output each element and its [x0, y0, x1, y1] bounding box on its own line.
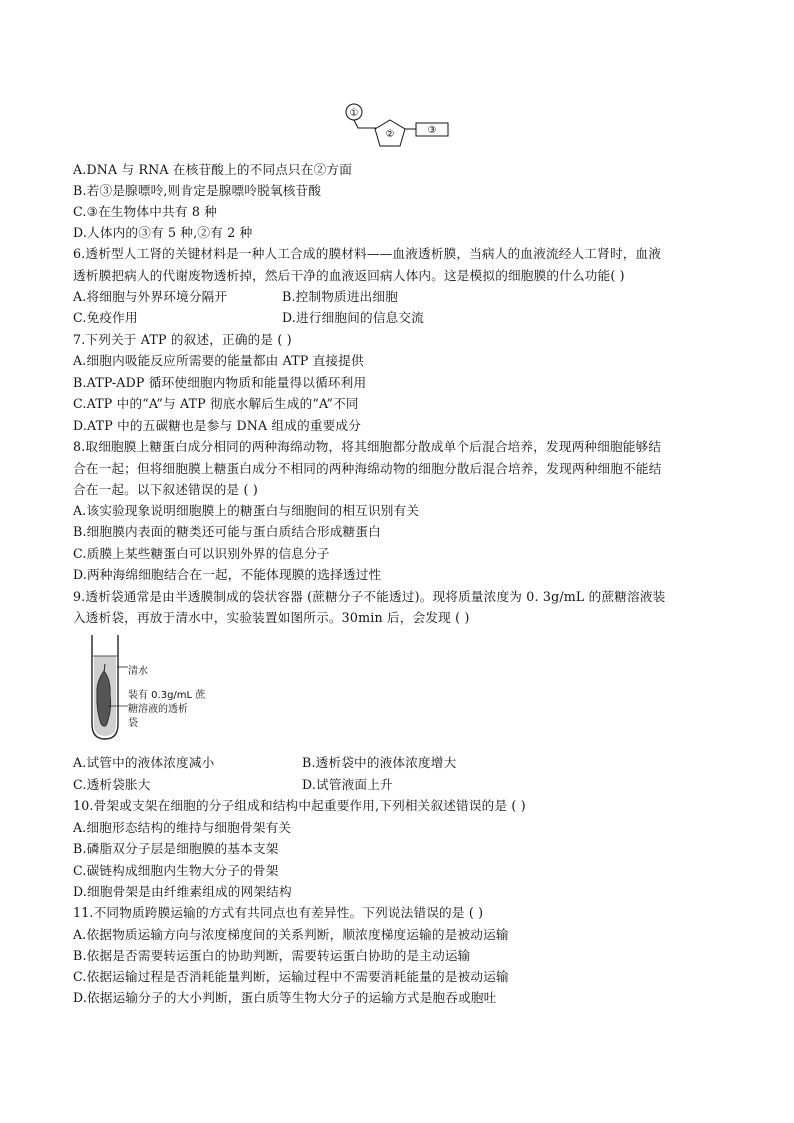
q11-stem: 11.不同物质跨膜运输的方式有共同点也有差异性。下列说法错误的是 ( ) — [73, 905, 484, 920]
q9-stem-line-1: 9.透析袋通常是由半透膜制成的袋状容器 (蔗糖分子不能透过)。现将质量浓度为 0. 3g/mL 的蔗糖溶液装 — [73, 589, 666, 604]
q9-option-a: A.试管中的液体浓度减小 — [73, 755, 215, 770]
base-label: ③ — [427, 125, 437, 136]
q11-option-c: C.依据运输过程是否消耗能量判断，运输过程中不需要消耗能量的是被动运输 — [73, 969, 509, 984]
q7-option-b: B.ATP-ADP 循环使细胞内物质和能量得以循环利用 — [73, 375, 367, 390]
bag-label-line-1: 装有 0.3g/mL 蔗 — [128, 690, 206, 701]
q11-option-a: A.依据物质运输方向与浓度梯度间的关系判断，顺浓度梯度运输的是被动运输 — [73, 927, 509, 942]
phosphate-label: ① — [349, 108, 359, 119]
bag-label-line-3: 袋 — [128, 718, 138, 729]
q9-stem-line-2: 入透析袋，再放于清水中，实验装置如图所示。30min 后，会发现 ( ) — [73, 610, 470, 625]
q8-option-d: D.两种海绵细胞结合在一起，不能体现膜的选择透过性 — [73, 567, 382, 582]
q5-option-b: B.若③是腺嘌呤,则肯定是腺嘌呤脱氧核苷酸 — [73, 183, 322, 198]
q5-option-c: C.③在生物体中共有 8 种 — [73, 204, 218, 219]
q6-stem-line-1: 6.透析型人工肾的关键材料是一种人工合成的膜材料——血液透析膜，当病人的血液流经人工肾时，血液 — [73, 246, 662, 261]
q9-option-d: D.试管液面上升 — [302, 777, 393, 792]
dialysis-bag — [97, 671, 111, 726]
sugar-label: ② — [385, 129, 395, 140]
q10-option-c: C.碳链构成细胞内生物大分子的骨架 — [73, 863, 279, 878]
q8-stem-line-3: 合在一起。以下叙述错误的是 ( ) — [73, 482, 258, 497]
q8-option-a: A.该实验现象说明细胞膜上的糖蛋白与细胞间的相互识别有关 — [73, 503, 420, 518]
q7-option-c: C.ATP 中的“A”与 ATP 彻底水解后生成的“A”不同 — [73, 396, 359, 411]
q6-option-a: A.将细胞与外界环境分隔开 — [73, 289, 228, 304]
q5-option-d: D.人体内的③有 5 种,②有 2 种 — [73, 225, 253, 240]
clear-water-label: 清水 — [128, 666, 148, 677]
q6-option-d: D.进行细胞间的信息交流 — [282, 310, 424, 325]
q6-option-c: C.免疫作用 — [73, 310, 138, 325]
q10-option-a: A.细胞形态结构的维持与细胞骨架有关 — [73, 820, 292, 835]
dialysis-bag-figure — [84, 634, 214, 742]
q6-option-b: B.控制物质进出细胞 — [282, 289, 399, 304]
test-tube-drawing — [84, 634, 132, 742]
q8-stem-line-1: 8.取细胞膜上糖蛋白成分相同的两种海绵动物，将其细胞都分散成单个后混合培养，发现两种细胞能够结 — [73, 439, 662, 454]
q9-option-c: C.透析袋胀大 — [73, 777, 151, 792]
q8-option-b: B.细胞膜内表面的糖类还可能与蛋白质结合形成糖蛋白 — [73, 524, 381, 539]
q10-option-b: B.磷脂双分子层是细胞膜的基本支架 — [73, 841, 279, 856]
q8-option-c: C.质膜上某些糖蛋白可以识别外界的信息分子 — [73, 546, 330, 561]
q11-option-b: B.依据是否需要转运蛋白的协助判断，需要转运蛋白协助的是主动运输 — [73, 948, 471, 963]
q8-stem-line-2: 合在一起；但将细胞膜上糖蛋白成分不相同的两种海绵动物的细胞分散后混合培养，发现两种细胞不能结 — [73, 461, 662, 476]
bag-label-line-2: 糖溶液的透析 — [128, 704, 188, 715]
q6-stem-line-2: 透析膜把病人的代谢废物透析掉，然后干净的血液返回病人体内。这是模拟的细胞膜的什么功能( ) — [73, 268, 625, 283]
q10-stem: 10.骨架或支架在细胞的分子组成和结构中起重要作用,下列相关叙述错误的是 ( ) — [73, 798, 526, 813]
q7-option-d: D.ATP 中的五碳糖也是参与 DNA 组成的重要成分 — [73, 418, 362, 433]
q10-option-d: D.细胞骨架是由纤维素组成的网架结构 — [73, 884, 292, 899]
q7-stem: 7.下列关于 ATP 的叙述，正确的是 ( ) — [73, 332, 292, 347]
nucleotide-diagram — [340, 100, 455, 150]
q7-option-a: A.细胞内吸能反应所需要的能量都由 ATP 直接提供 — [73, 353, 364, 368]
q11-option-d: D.依据运输分子的大小判断，蛋白质等生物大分子的运输方式是胞吞或胞吐 — [73, 990, 497, 1005]
q9-option-b: B.透析袋中的液体浓度增大 — [302, 755, 457, 770]
q5-option-a: A.DNA 与 RNA 在核苷酸上的不同点只在②方面 — [73, 162, 353, 177]
